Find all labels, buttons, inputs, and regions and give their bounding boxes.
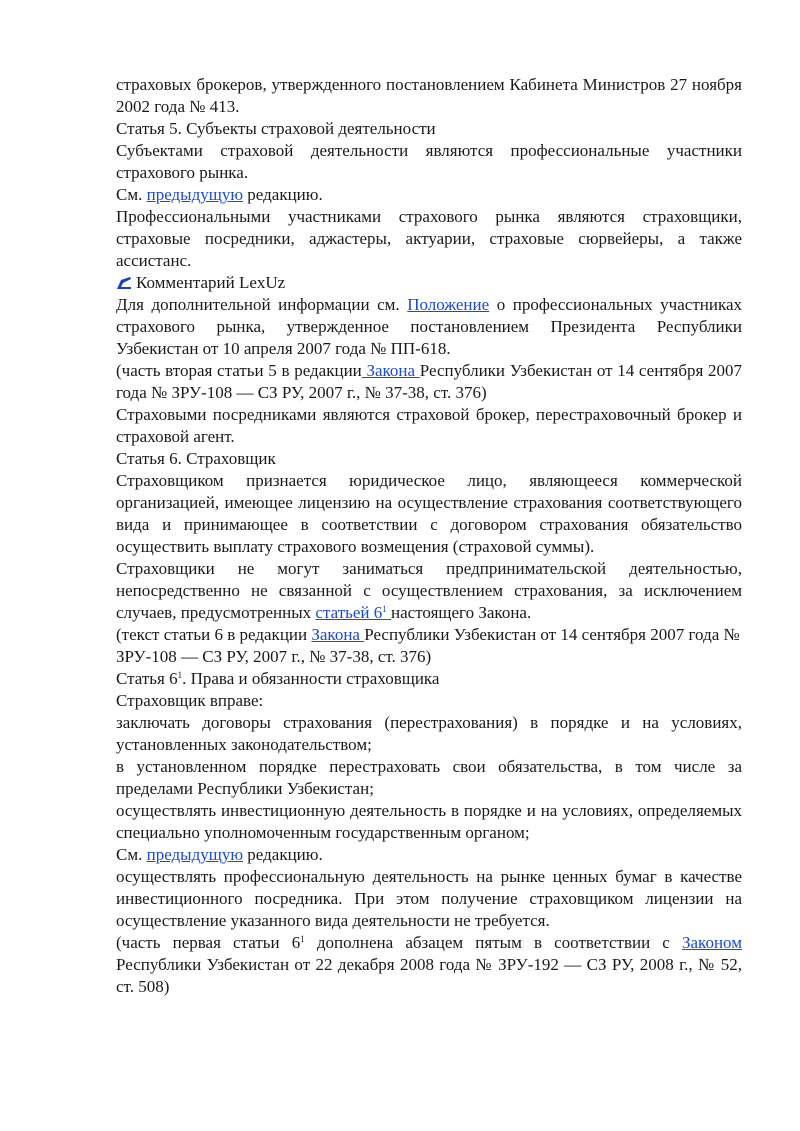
previous-edition-link-1[interactable]: предыдущую [146, 185, 244, 204]
edition-note-3: (часть первая статьи $6^1$ дополнена абзацем пятым в соответствии с Законом Республики Узбекистан от 22 декабря 2008 года № ЗРУ-192 — СЗ РУ, 2008 г., № 52, ст. 508) [116, 933, 742, 996]
comment-icon [116, 274, 132, 290]
paragraph-continuation: страховых брокеров, утвержденного постановлением Кабинета Министров 27 ноября 2002 года № 413. [116, 75, 742, 116]
paragraph-intermediaries: Страховыми посредниками являются страховой брокер, перестраховочный брокер и страховой агент. [116, 405, 742, 446]
paragraph-insurer-restrictions: Страховщики не могут заниматься предпринимательской деятельностью, непосредственно не связанной с осуществлением страхования, за исключением случаев, предусмотренных статьей 6$^1$ настоящего Закона. [116, 559, 742, 622]
edition-note-1: (часть вторая статьи 5 в редакции Закона Республики Узбекистан от 14 сентября 2007 года № ЗРУ-108 — СЗ РУ, 2007 г., № 37-38, ст. 376) [116, 361, 742, 402]
paragraph-subjects: Субъектами страховой деятельности являются профессиональные участники страхового рынка. [116, 141, 742, 182]
right-investment: осуществлять инвестиционную деятельность в порядке и на условиях, определяемых специально уполномоченным государственным органом; [116, 801, 742, 842]
article-6-1-title: Статья $6^1$. Права и обязанности страховщика [116, 669, 440, 688]
right-conclude-contracts: заключать договоры страхования (перестрахования) в порядке и на условиях, установленных законодательством; [116, 713, 742, 754]
lexuz-comment[interactable]: Комментарий LexUz [116, 272, 742, 294]
law-link-2[interactable]: Закона [311, 625, 365, 644]
see-previous-edition-1: См. предыдущую редакцию. [116, 185, 323, 204]
edition-note-2: (текст статьи 6 в редакции Закона Республики Узбекистан от 14 сентября 2007 года № ЗРУ-108 — СЗ РУ, 2007 г., № 37-38, ст. 376) [116, 625, 740, 666]
law-link-3[interactable]: Законом [682, 933, 742, 952]
see-previous-edition-2: См. предыдущую редакцию. [116, 845, 323, 864]
insurer-rights-intro: Страховщик вправе: [116, 691, 264, 710]
regulation-link[interactable]: Положение [407, 295, 490, 314]
paragraph-participants: Профессиональными участниками страхового рынка являются страховщики, страховые посредники, аджастеры, актуарии, страховые сюрвейеры, а также ассистанс. [116, 207, 742, 270]
right-securities: осуществлять профессиональную деятельность на рынке ценных бумаг в качестве инвестиционного посредника. При этом получение страховщиком лицензии на осуществление указанного вида деятельности не требуется. [116, 867, 742, 930]
additional-info: Для дополнительной информации см. Положение о профессиональных участниках страхового рынка, утвержденное постановлением Президента Республики Узбекистан от 10 апреля 2007 года № ПП-618. [116, 295, 742, 358]
right-reinsure: в установленном порядке перестраховать свои обязательства, в том числе за пределами Республики Узбекистан; [116, 757, 742, 798]
document-page [116, 74, 742, 998]
article-6-1-link[interactable]: статьей 6$^1$ [315, 603, 387, 622]
article-5-title: Статья 5. Субъекты страховой деятельности [116, 119, 436, 138]
paragraph-insurer-definition: Страховщиком признается юридическое лицо, являющееся коммерческой организацией, имеющее лицензию на осуществление страхования соответствующего вида и принимающее в соответствии с договором страхования обязательство осуществить выплату страхового возмещения (страховой суммы). [116, 471, 742, 556]
article-6-title: Статья 6. Страховщик [116, 449, 276, 468]
law-link-1[interactable]: Закона [361, 361, 420, 380]
previous-edition-link-2[interactable]: предыдущую [146, 845, 244, 864]
